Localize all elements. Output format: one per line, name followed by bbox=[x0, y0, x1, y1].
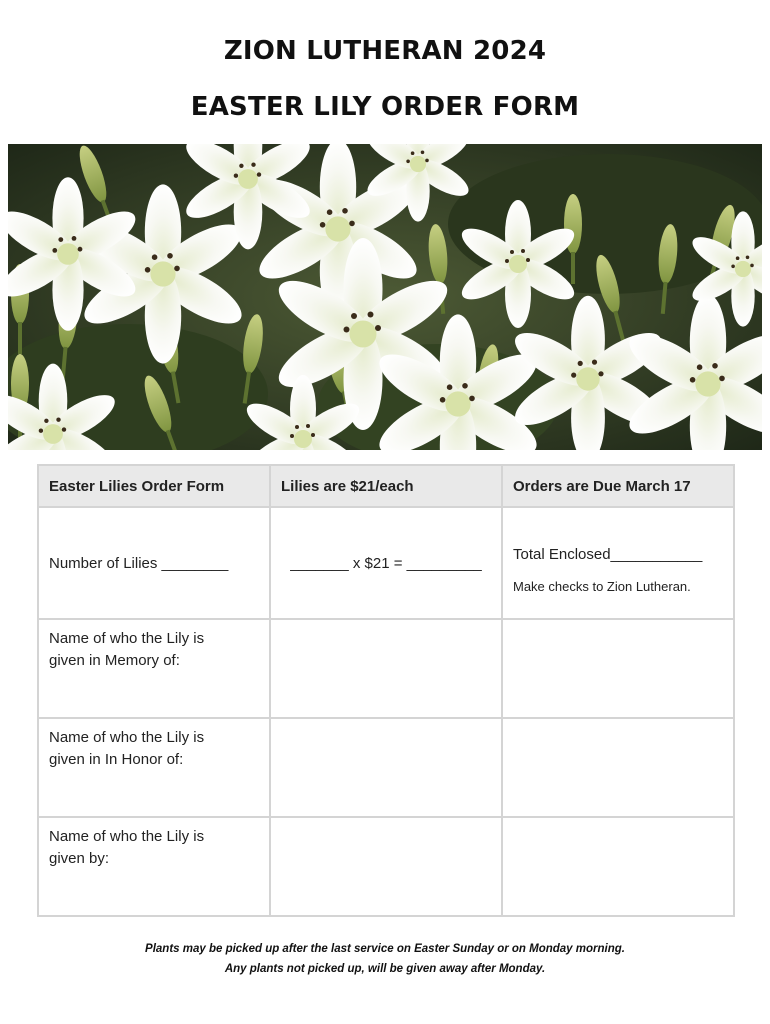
honor-name-field[interactable] bbox=[270, 718, 502, 817]
given-by-extra-field[interactable] bbox=[502, 817, 734, 916]
total-enclosed-field[interactable]: Total Enclosed___________ bbox=[513, 546, 703, 563]
form-title-line1: ZION LUTHERAN 2024 bbox=[223, 36, 547, 66]
honor-extra-field[interactable] bbox=[502, 718, 734, 817]
pickup-note: Plants may be picked up after the last service on Easter Sunday or on Monday morning. bbox=[145, 943, 625, 955]
table-row bbox=[38, 817, 734, 916]
lily-flowers-photo bbox=[8, 144, 762, 450]
table-row bbox=[38, 718, 734, 817]
memory-name-field[interactable] bbox=[270, 619, 502, 718]
table-row bbox=[38, 619, 734, 718]
checks-note: Make checks to Zion Lutheran. bbox=[513, 579, 691, 594]
table-row bbox=[38, 507, 734, 619]
form-title-line2: EASTER LILY ORDER FORM bbox=[190, 92, 580, 122]
honor-label: Name of who the Lily is given in In Honor of: bbox=[49, 729, 205, 768]
memory-label: Name of who the Lily is given in Memory of: bbox=[49, 630, 205, 669]
table-header-row bbox=[38, 465, 734, 507]
giveaway-note: Any plants not picked up, will be given away after Monday. bbox=[224, 963, 546, 975]
total-cell bbox=[502, 507, 734, 619]
order-form-table bbox=[37, 464, 735, 917]
given-by-name-field[interactable] bbox=[270, 817, 502, 916]
memory-extra-field[interactable] bbox=[502, 619, 734, 718]
header-order-form: Easter Lilies Order Form bbox=[38, 465, 270, 507]
header-due-date: Orders are Due March 17 bbox=[502, 465, 734, 507]
price-calculation-field[interactable]: _______ x $21 = _________ bbox=[270, 507, 502, 619]
header-price: Lilies are $21/each bbox=[270, 465, 502, 507]
number-of-lilies-field[interactable]: Number of Lilies ________ bbox=[38, 507, 270, 619]
given-by-label: Name of who the Lily is given by: bbox=[49, 828, 205, 867]
